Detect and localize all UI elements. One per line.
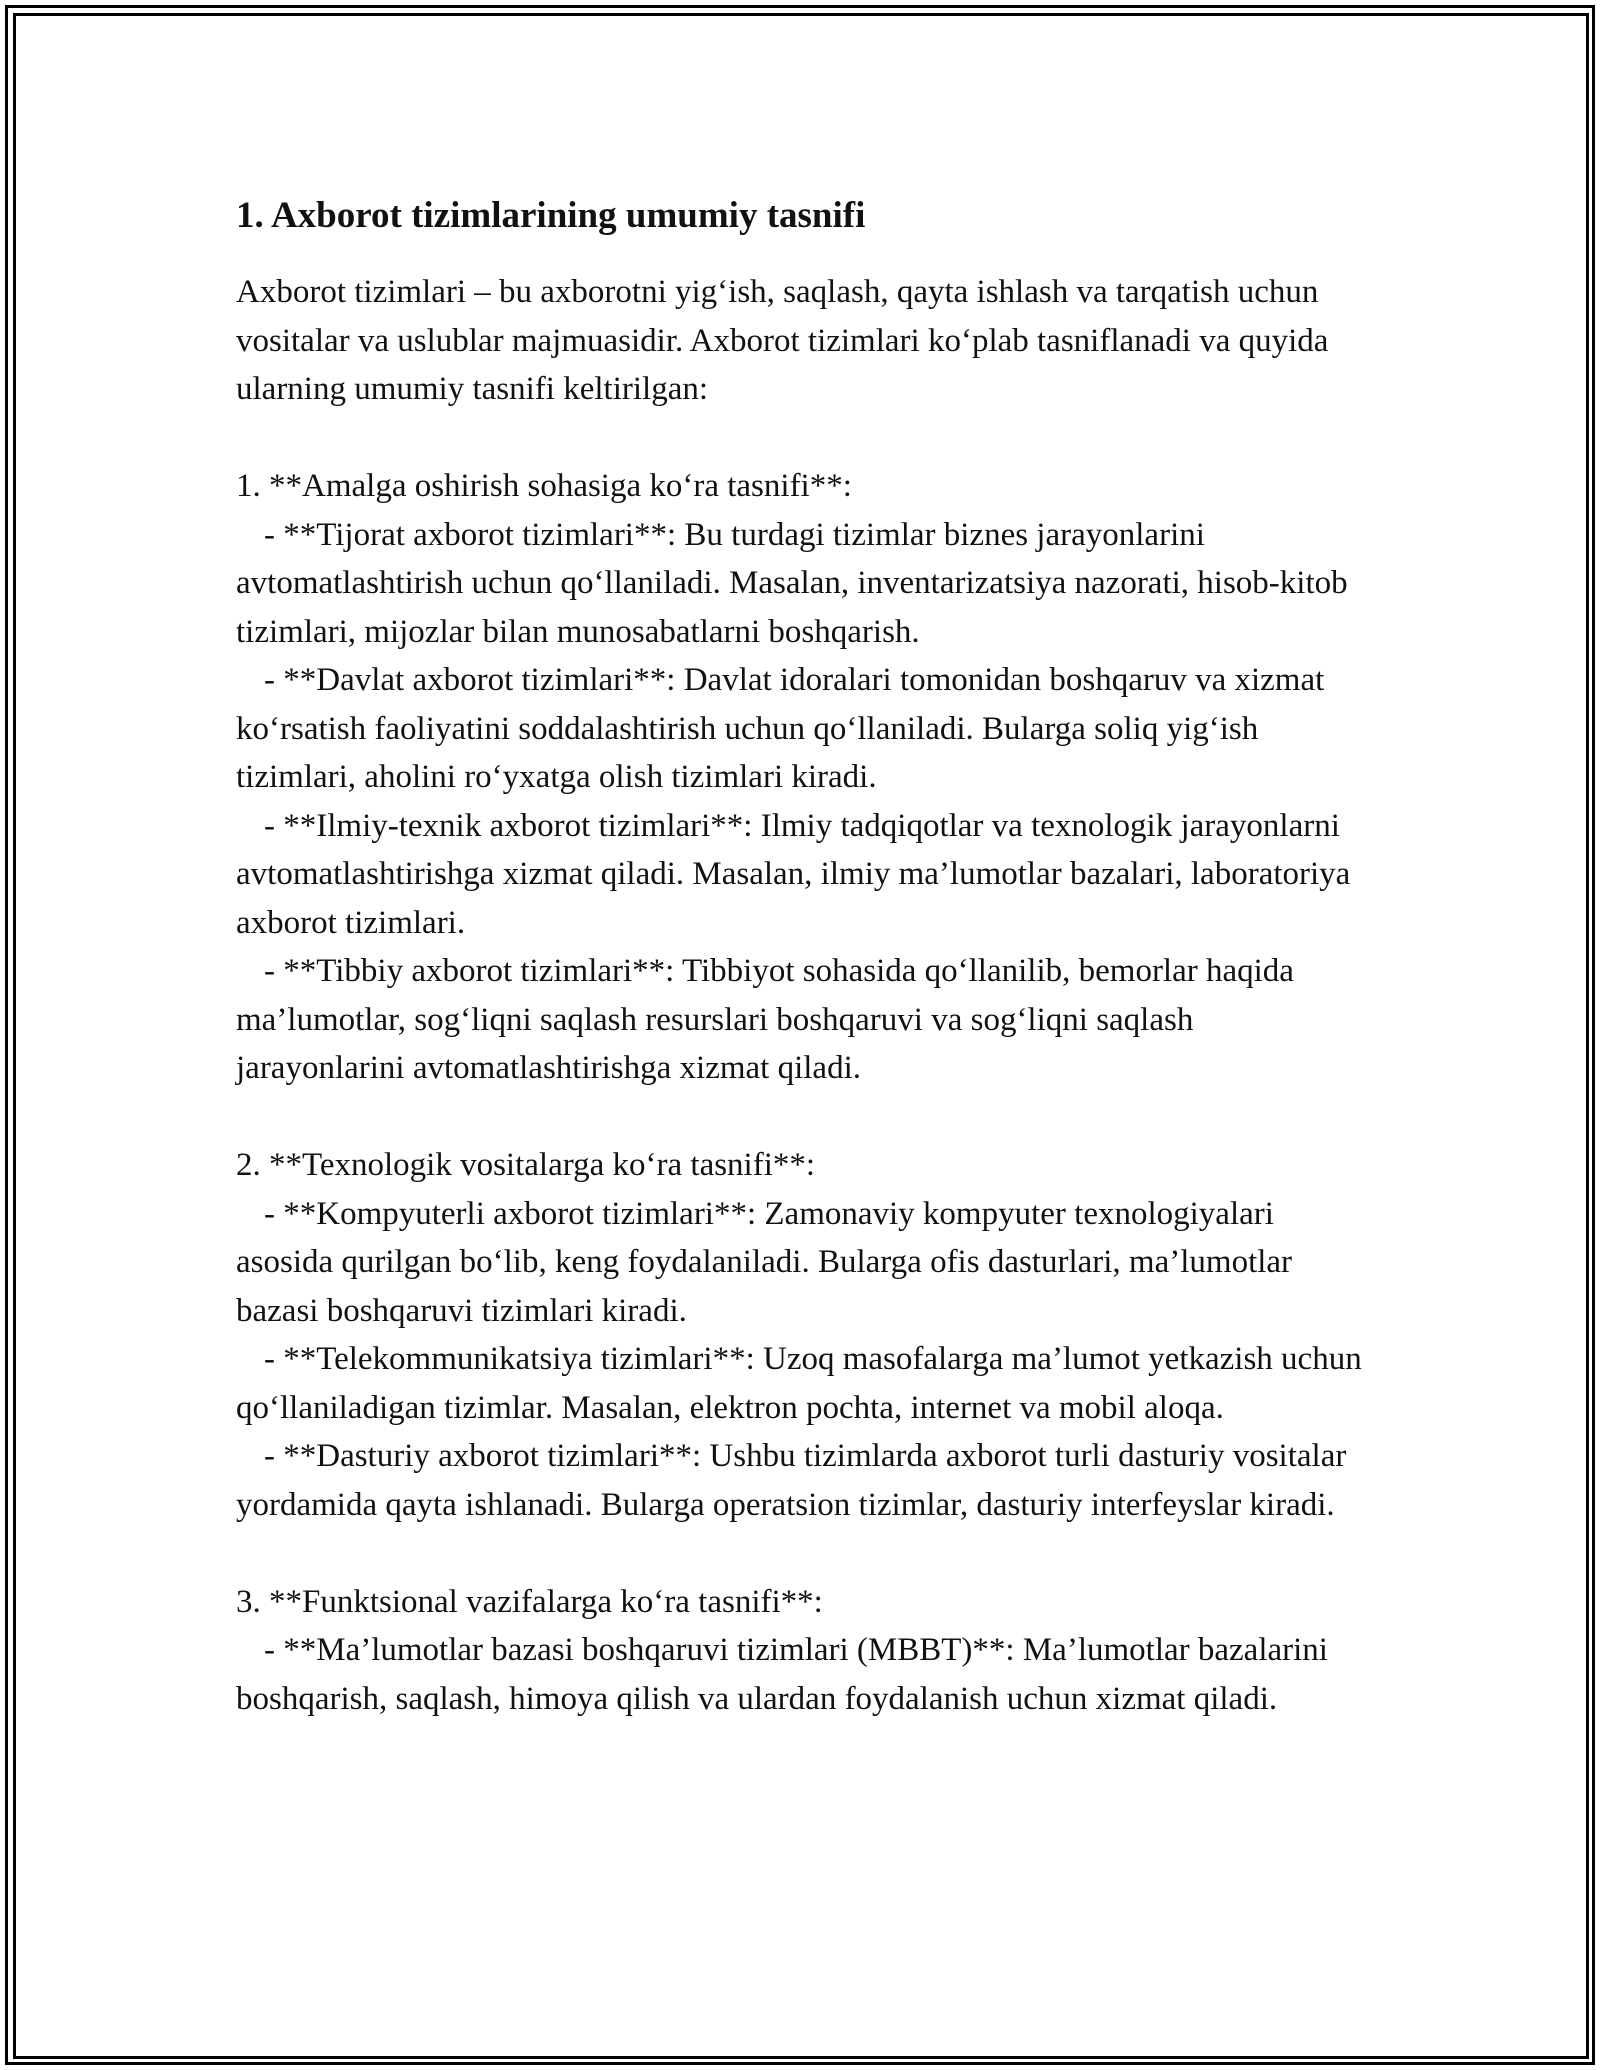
paragraph-gap [236, 414, 1366, 463]
paragraph-gap [236, 1529, 1366, 1578]
section-1 [236, 462, 1366, 1093]
list-item: - **Tibbiy axborot tizimlari**: Tibbiyot sohasida qo‘llanilib, bemorlar haqida ma’lumotlar, sog‘liqni saqlash resurslari boshqaruvi va sog‘liqni saqlash jarayonlarini avtomatlashtirishga xizmat qiladi. [236, 953, 1303, 1086]
section-3 [236, 1578, 1366, 1724]
paragraph-gap [236, 1093, 1366, 1142]
section-title: 3. **Funktsional vazifalarga ko‘ra tasnifi**: [236, 1583, 823, 1620]
list-item: - **Tijorat axborot tizimlari**: Bu turdagi tizimlar biznes jarayonlarini avtomatlashtirish uchun qo‘llaniladi. Masalan, inventarizatsiya nazorati, hisob-kitob tizimlari, mijozlar bilan munosabatlarni boshqarish. [236, 516, 1356, 650]
list-item: - **Dasturiy axborot tizimlari**: Ushbu tizimlarda axborot turli dasturiy vositalar yordamida qayta ishlanadi. Bularga operatsion tizimlar, dasturiy interfeyslar kiradi. [236, 1438, 1355, 1523]
list-item: - **Kompyuterli axborot tizimlari**: Zamonaviy kompyuter texnologiyalari asosida qurilgan bo‘lib, keng foydalaniladi. Bularga ofis dasturlari, ma’lumotlar bazasi boshqaruvi tizimlari kiradi. [236, 1195, 1301, 1329]
document-heading: 1. Axborot tizimlarining umumiy tasnifi [236, 195, 866, 236]
list-item: - **Ilmiy-texnik axborot tizimlari**: Ilmiy tadqiqotlar va texnologik jarayonlarni avtomatlashtirishga xizmat qiladi. Masalan, ilmiy ma’lumotlar bazalari, laboratoriya axborot tizimlari. [236, 807, 1359, 941]
section-title: 1. **Amalga oshirish sohasiga ko‘ra tasnifi**: [236, 468, 852, 504]
list-item: - **Telekommunikatsiya tizimlari**: Uzoq masofalarga ma’lumot yetkazish uchun qo‘llaniladigan tizimlar. Masalan, elektron pochta, internet va mobil aloqa. [236, 1341, 1370, 1426]
list-item: - **Ma’lumotlar bazasi boshqaruvi tizimlari (MBBT)**: Ma’lumotlar bazalarini boshqarish, saqlash, himoya qilish va ulardan foydalanish uchun xizmat qiladi. [236, 1632, 1337, 1717]
section-2 [236, 1141, 1370, 1529]
document-body [236, 186, 1370, 1723]
section-title: 2. **Texnologik vositalarga ko‘ra tasnifi**: [236, 1147, 816, 1183]
intro-paragraph: Axborot tizimlari – bu axborotni yig‘ish, saqlash, qayta ishlash va tarqatish uchun vositalar va uslublar majmuasidir. Axborot tizimlari ko‘plab tasniflanadi va quyida ularning umumiy tasnifi keltirilgan: [236, 274, 1337, 407]
list-item: - **Davlat axborot tizimlari**: Davlat idoralari tomonidan boshqaruv va xizmat ko‘rsatish faoliyatini soddalashtirish uchun qo‘llaniladi. Bularga soliq yig‘ish tizimlari, aholini ro‘yxatga olish tizimlari kiradi. [236, 662, 1333, 795]
